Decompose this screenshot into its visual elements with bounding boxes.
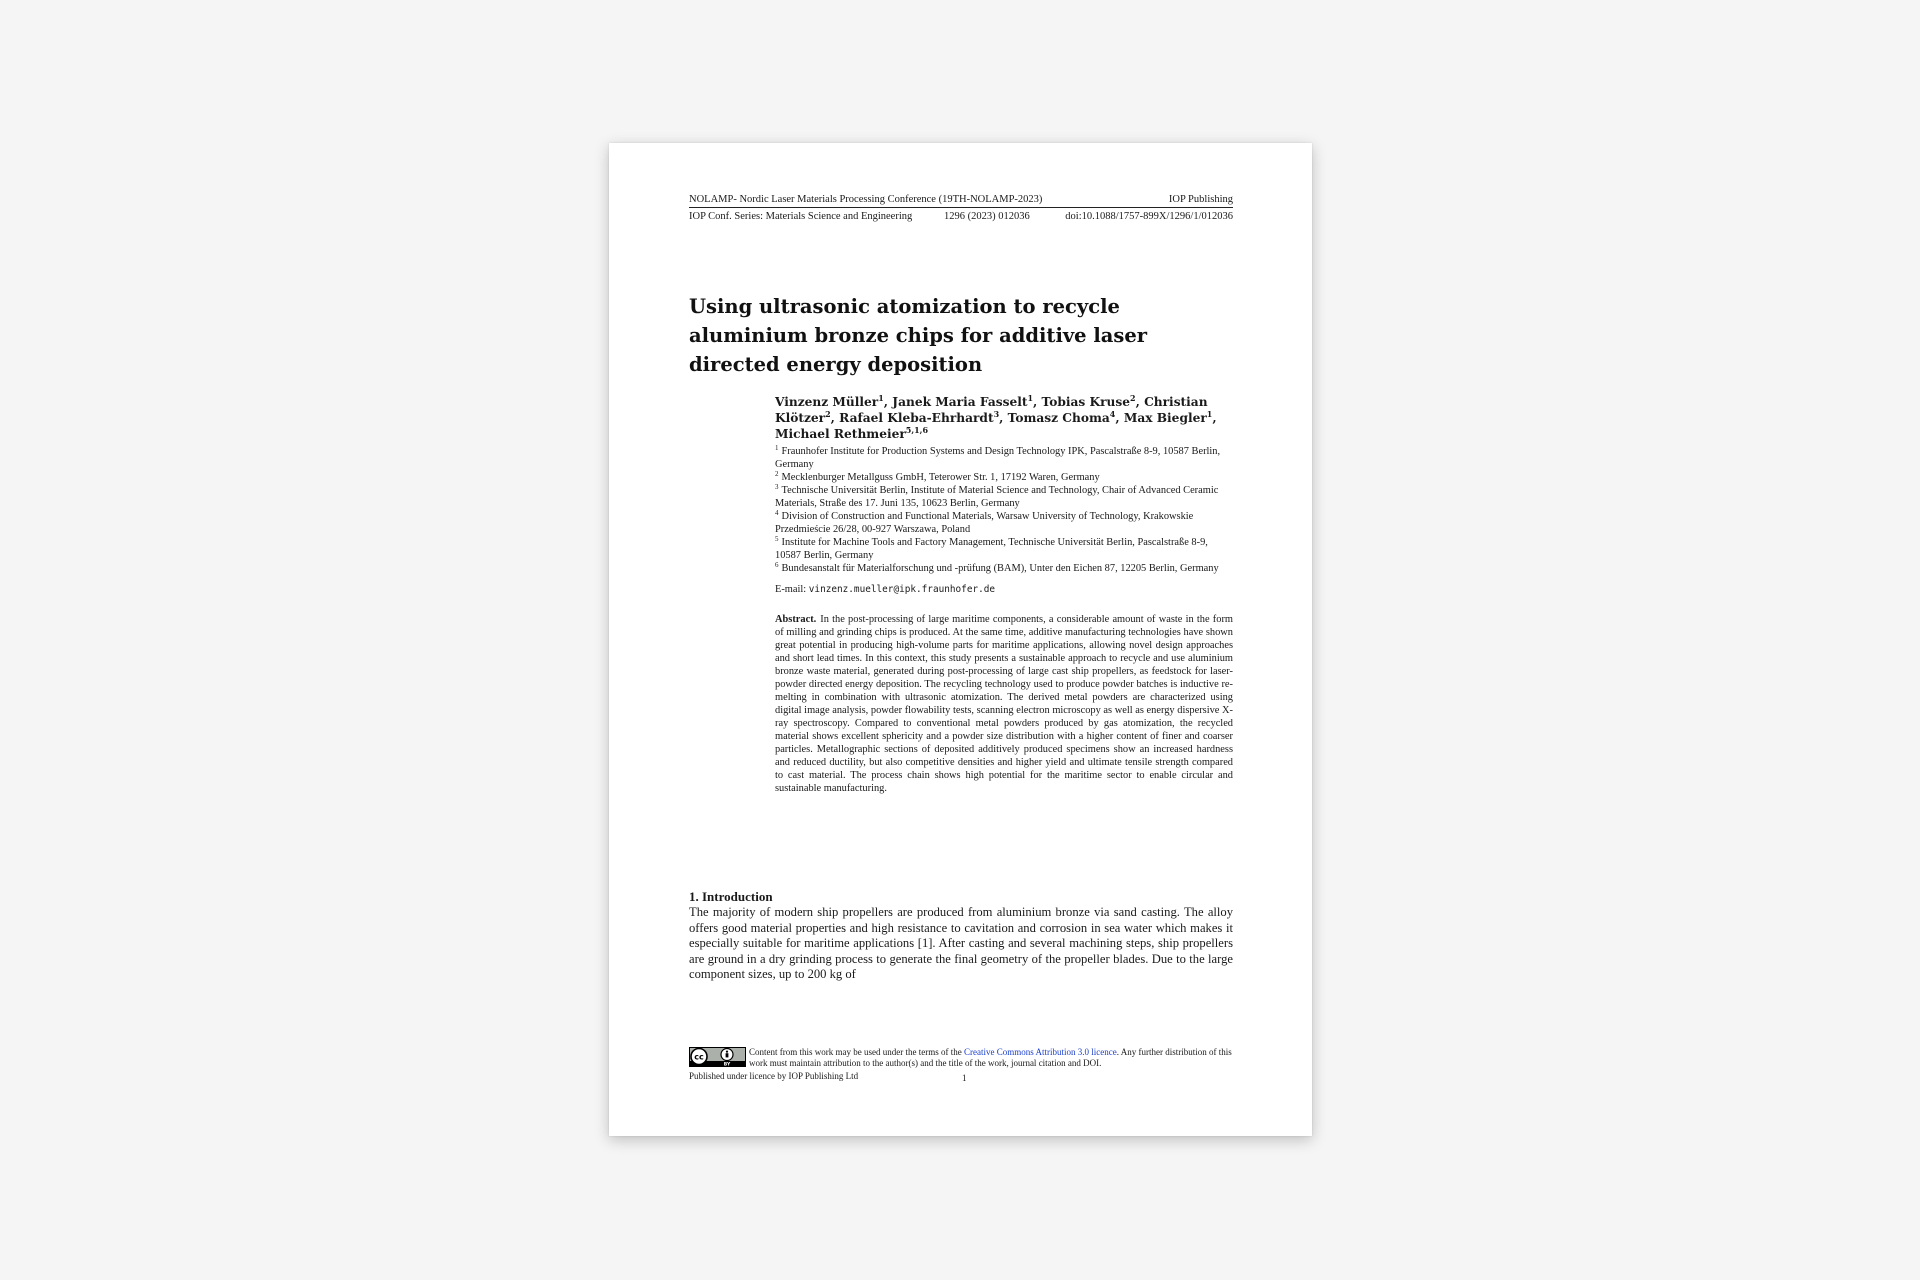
journal-series: IOP Conf. Series: Materials Science and Engineering <box>689 211 913 222</box>
section-heading: 1. Introduction <box>689 889 773 904</box>
affiliation: $^2$ Mecklenburger Metallguss GmbH, Teterower Str. 1, 17192 Waren, Germany <box>775 470 1100 483</box>
paper-title: Using ultrasonic atomization to recycle aluminium bronze chips for additive laser directed energy deposition <box>689 295 1148 376</box>
abstract-label: Abstract. <box>775 614 817 625</box>
license-notice <box>689 1047 1233 1069</box>
author: Vinzenz Müller$^1$ <box>775 393 884 409</box>
volume-info: 1296 (2023) 012036 <box>944 211 1030 222</box>
author: Rafael Kleba-Ehrhardt$^3$ <box>839 409 1000 425</box>
abstract <box>775 613 1233 795</box>
affiliation-list <box>775 445 1233 575</box>
author-list: Vinzenz Müller$^1$, Janek Maria Fasselt$^1$, Tobias Kruse$^2$, Christian Klötzer$^2$, Rafael Kleba-Ehrhardt$^3$, Tomasz Choma$^4$, Max Biegler$^1$, Michael Rethmeier$^{5,1,6}$ <box>775 393 1217 441</box>
author: Christian Klötzer$^2$ <box>775 395 1208 425</box>
publisher-name: IOP Publishing <box>1168 194 1233 205</box>
affiliation: $^1$ Fraunhofer Institute for Production Systems and Design Technology IPK, Pascalstraße 8-9, 10587 Berlin, Germany <box>775 444 1221 470</box>
doi: doi:10.1088/1757-899X/1296/1/012036 <box>1065 211 1233 222</box>
header-bottom-row <box>689 208 1233 224</box>
conference-name: NOLAMP- Nordic Laser Materials Processing Conference (19TH-NOLAMP-2023) <box>689 194 1043 205</box>
running-header <box>689 193 1233 224</box>
contact-email <box>775 583 1233 596</box>
author: Tobias Kruse$^2$ <box>1041 393 1136 409</box>
cc-by-license-icon <box>689 1047 746 1067</box>
cc-license-link[interactable]: Creative Commons Attribution 3.0 licence <box>963 1047 1117 1057</box>
affiliation: $^6$ Bundesanstalt für Materialforschung und -prüfung (BAM), Unter den Eichen 87, 12205 Berlin, Germany <box>775 561 1219 574</box>
paper-page <box>609 143 1312 1136</box>
svg-text:cc: cc <box>694 1052 704 1062</box>
page-number: 1 <box>962 1073 967 1083</box>
license-text: Content from this work may be used under the terms of the Creative Commons Attribution 3.0 licence. Any further distribution of this work must maintain attribution to the author(s) and the title of the work, journal citation and DOI. <box>749 1047 1232 1068</box>
header-top-row <box>689 193 1233 208</box>
affiliation: $^5$ Institute for Machine Tools and Factory Management, Technische Universität Berlin, Pascalstraße 8-9, 10587 Berlin, Germany <box>775 535 1208 561</box>
publisher-line <box>689 1070 1233 1082</box>
abstract-text: In the post-processing of large maritime components, a considerable amount of waste in the form of milling and grinding chips is produced. At the same time, additive manufacturing technologies have shown great potential in producing high-volume parts for maritime applications, allowing novel design approaches and short lead times. In this context, this study presents a sustainable approach to recycle and use aluminium bronze waste material, generated during post-processing of large cast ship propellers, as feedstock for laser-powder directed energy deposition. The recycling technology used to produce powder batches is inductive re-melting in combination with ultrasonic atomization. The derived metal powders are characterized using digital image analysis, powder flowability tests, scanning electron microscopy as well as energy dispersive X-ray spectroscopy. Compared to conventional metal powders produced by gas atomization, the recycled material shows excellent sphericity and a powder size distribution with a higher content of finer and coarser particles. Metallographic sections of deposited additively produced specimens show an increased hardness and reduced ductility, but also competitive densities and higher yield and ultimate tensile strength compared to cast material. The process chain shows high potential for the maritime sector to enable circular and sustainable manufacturing. <box>775 614 1233 794</box>
published-under-licence: Published under licence by IOP Publishing Ltd <box>689 1071 859 1081</box>
author: Max Biegler$^1$ <box>1123 409 1213 425</box>
section-paragraph: The majority of modern ship propellers are produced from aluminium bronze via sand casting. The alloy offers good material properties and high resistance to cavitation and corrosion in sea water which makes it especially suitable for maritime applications [1]. After casting and several machining steps, ship propellers are ground in a dry grinding process to generate the final geometry of the propeller blades. Due to the large component sizes, up to 200 kg of <box>689 905 1233 982</box>
affiliation: $^3$ Technische Universität Berlin, Institute of Material Science and Technology, Chair of Advanced Ceramic Materials, Straße des 17. Juni 135, 10623 Berlin, Germany <box>775 483 1219 509</box>
svg-text:BY: BY <box>723 1062 731 1067</box>
affiliation: $^4$ Division of Construction and Functional Materials, Warsaw University of Technology, Krakowskie Przedmieście 26/28, 00-927 Warszawa, Poland <box>775 509 1194 535</box>
author: Tomasz Choma$^4$ <box>1007 409 1116 425</box>
front-matter <box>775 394 1233 795</box>
author: Janek Maria Fasselt$^1$ <box>892 393 1034 409</box>
email-address[interactable]: vinzenz.mueller@ipk.fraunhofer.de <box>808 584 996 595</box>
page-footer <box>689 1047 1233 1082</box>
author: Michael Rethmeier$^{5,1,6}$ <box>775 425 929 441</box>
email-label: E-mail: <box>775 584 807 595</box>
introduction-section <box>689 889 1233 983</box>
